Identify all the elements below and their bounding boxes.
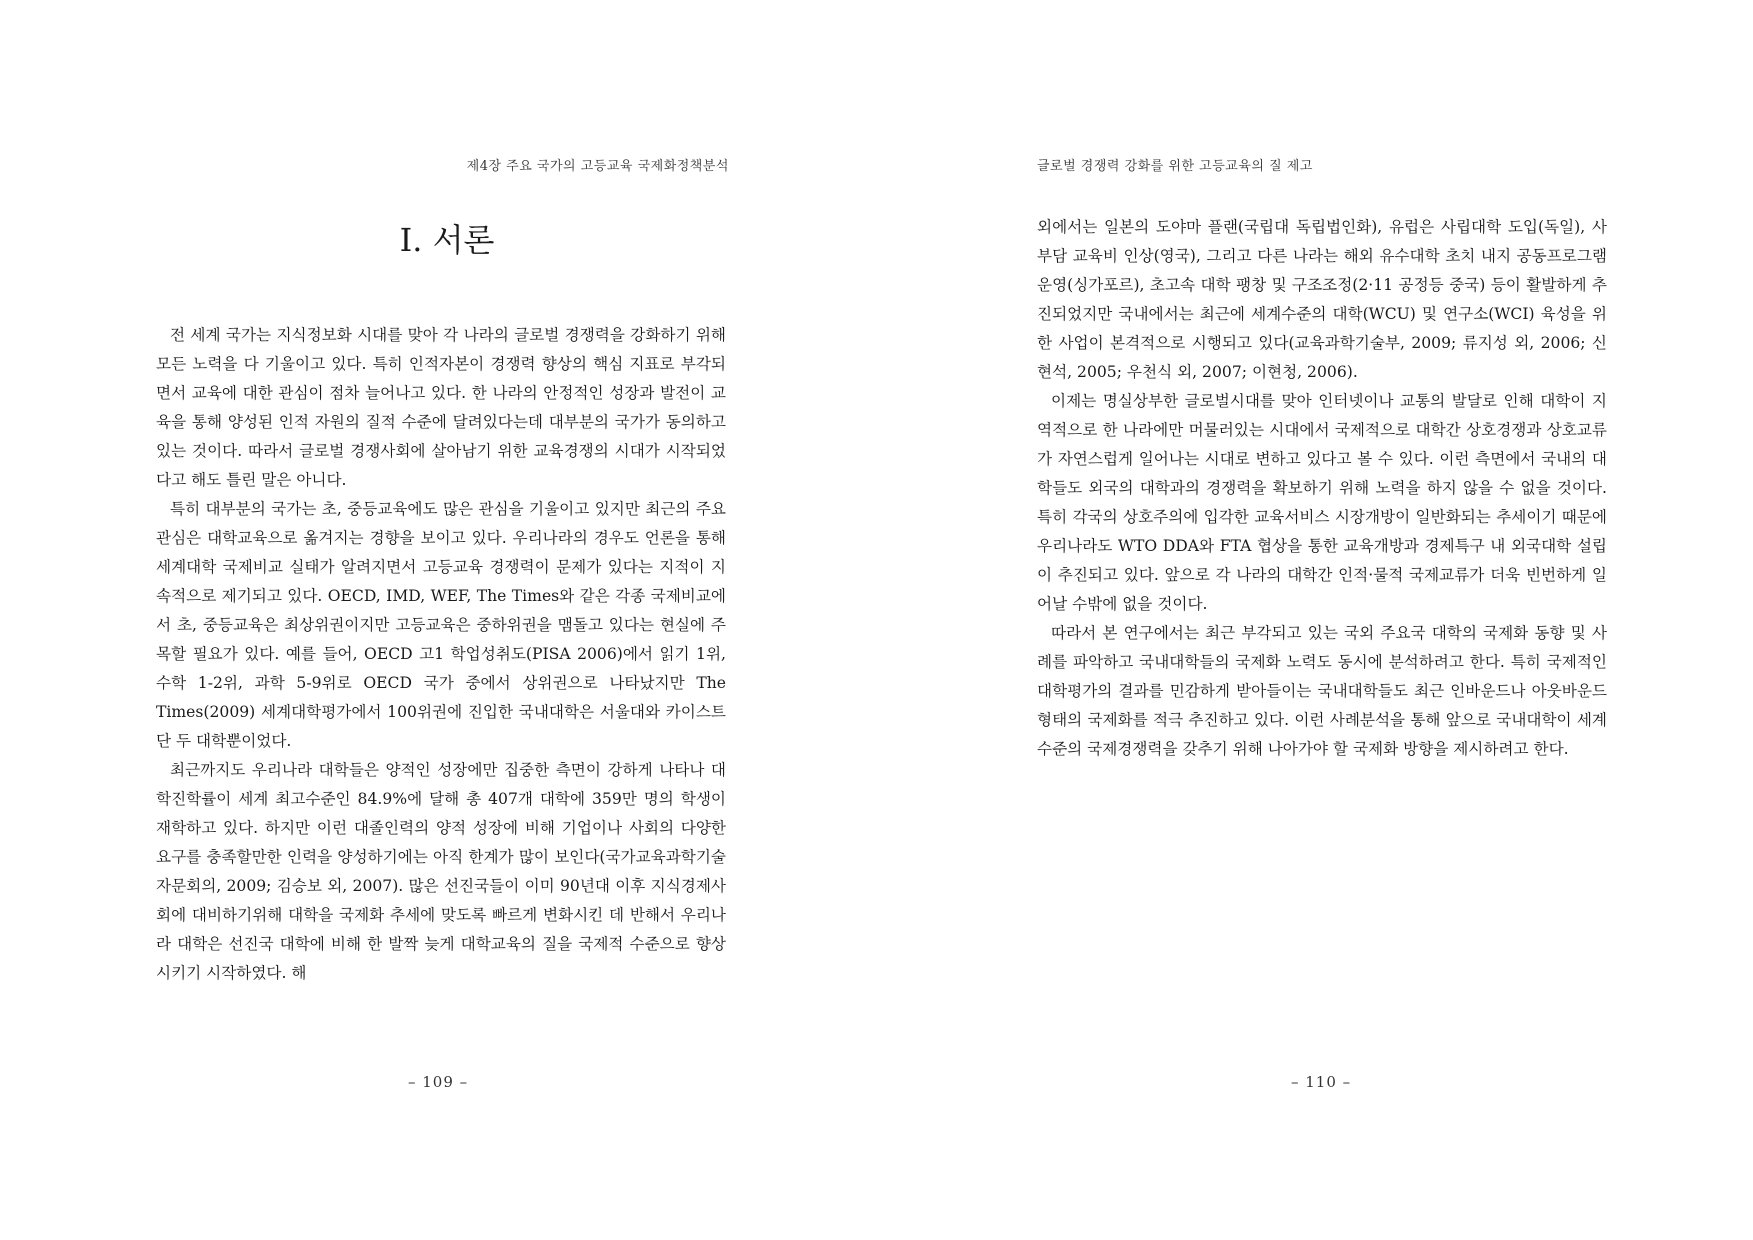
paragraph: 이제는 명실상부한 글로벌시대를 맞아 인터넷이나 교통의 발달로 인해 대학이 지역적으로 한 나라에만 머물러있는 시대에서 국제적으로 대학간 상호경쟁과 상호교류가 자연스럽게 일어나는 시대로 변하고 있다고 볼 수 있다. 이런 측면에서 국내의 대학들도 외국의 대학과의 경쟁력을 확보하기 위해 노력을 하지 않을 수 없을 것이다. 특히 각국의 상호주의에 입각한 교육서비스 시장개방이 일반화되는 추세이기 때문에 우리나라도 WTO DDA와 FTA 협상을 통한 교육개방과 경제특구 내 외국대학 설립이 추진되고 있다. 앞으로 각 나라의 대학간 인적·물적 국제교류가 더욱 빈번하게 일어날 수밖에 없을 것이다.: [1037, 392, 1607, 613]
paragraph: 최근까지도 우리나라 대학들은 양적인 성장에만 집중한 측면이 강하게 나타나 대학진학률이 세계 최고수준인 84.9%에 달해 총 407개 대학에 359만 명의 학생이 재학하고 있다. 하지만 이런 대졸인력의 양적 성장에 비해 기업이나 사회의 다양한 요구를 충족할만한 인력을 양성하기에는 아직 한계가 많이 보인다(국가교육과학기술자문회의, 2009; 김승보 외, 2007). 많은 선진국들이 이미 90년대 이후 지식경제사회에 대비하기위해 대학을 국제화 추세에 맞도록 빠르게 변화시킨 데 반해서 우리나라 대학은 선진국 대학에 비해 한 발짝 늦게 대학교육의 질을 국제적 수준으로 향상시키기 시작하였다. 해: [156, 761, 726, 982]
right-page: [877, 0, 1753, 1240]
left-page: [0, 0, 876, 1240]
chapter-title: Ⅰ. 서론: [399, 221, 495, 259]
body-text: [1037, 213, 1607, 764]
paragraph: 외에서는 일본의 도야마 플랜(국립대 독립법인화), 유럽은 사립대학 도입(독일), 사부담 교육비 인상(영국), 그리고 다른 나라는 해외 유수대학 초치 내지 공동프로그램 운영(싱가포르), 초고속 대학 팽창 및 구조조정(2·11 공정등 중국) 등이 활발하게 추진되었지만 국내에서는 최근에 세계수준의 대학(WCU) 및 연구소(WCI) 육성을 위한 사업이 본격적으로 시행되고 있다(교육과학기술부, 2009; 류지성 외, 2006; 신현석, 2005; 우천식 외, 2007; 이현청, 2006).: [1037, 218, 1607, 381]
page-number: – 109 –: [408, 1073, 469, 1091]
running-header: 글로벌 경쟁력 강화를 위한 고등교육의 질 제고: [1037, 159, 1313, 174]
paragraph: 특히 대부분의 국가는 초, 중등교육에도 많은 관심을 기울이고 있지만 최근의 주요 관심은 대학교육으로 옮겨지는 경향을 보이고 있다. 우리나라의 경우도 언론을 통해 세계대학 국제비교 실태가 알려지면서 고등교육 경쟁력이 문제가 있다는 지적이 지속적으로 제기되고 있다. OECD, IMD, WEF, The Times와 같은 각종 국제비교에서 초, 중등교육은 최상위권이지만 고등교육은 중하위권을 맴돌고 있다는 현실에 주목할 필요가 있다. 예를 들어, OECD 고1 학업성취도(PISA 2006)에서 읽기 1위, 수학 1-2위, 과학 5-9위로 OECD 국가 중에서 상위권으로 나타났지만 The Times(2009) 세계대학평가에서 100위권에 진입한 국내대학은 서울대와 카이스트 단 두 대학뿐이었다.: [156, 500, 726, 750]
body-text: [156, 321, 726, 988]
page-number: – 110 –: [1291, 1073, 1352, 1091]
paragraph: 따라서 본 연구에서는 최근 부각되고 있는 국외 주요국 대학의 국제화 동향 및 사례를 파악하고 국내대학들의 국제화 노력도 동시에 분석하려고 한다. 특히 국제적인 대학평가의 결과를 민감하게 받아들이는 국내대학들도 최근 인바운드나 아웃바운드 형태의 국제화를 적극 추진하고 있다. 이런 사례분석을 통해 앞으로 국내대학이 세계수준의 국제경쟁력을 갖추기 위해 나아가야 할 국제화 방향을 제시하려고 한다.: [1037, 624, 1607, 758]
running-header: 제4장 주요 국가의 고등교육 국제화정책분석: [466, 159, 729, 174]
paragraph: 전 세계 국가는 지식정보화 시대를 맞아 각 나라의 글로벌 경쟁력을 강화하기 위해 모든 노력을 다 기울이고 있다. 특히 인적자본이 경쟁력 향상의 핵심 지표로 부각되면서 교육에 대한 관심이 점차 늘어나고 있다. 한 나라의 안정적인 성장과 발전이 교육을 통해 양성된 인적 자원의 질적 수준에 달려있다는데 대부분의 국가가 동의하고 있는 것이다. 따라서 글로벌 경쟁사회에 살아남기 위한 교육경쟁의 시대가 시작되었다고 해도 틀린 말은 아니다.: [156, 326, 726, 489]
